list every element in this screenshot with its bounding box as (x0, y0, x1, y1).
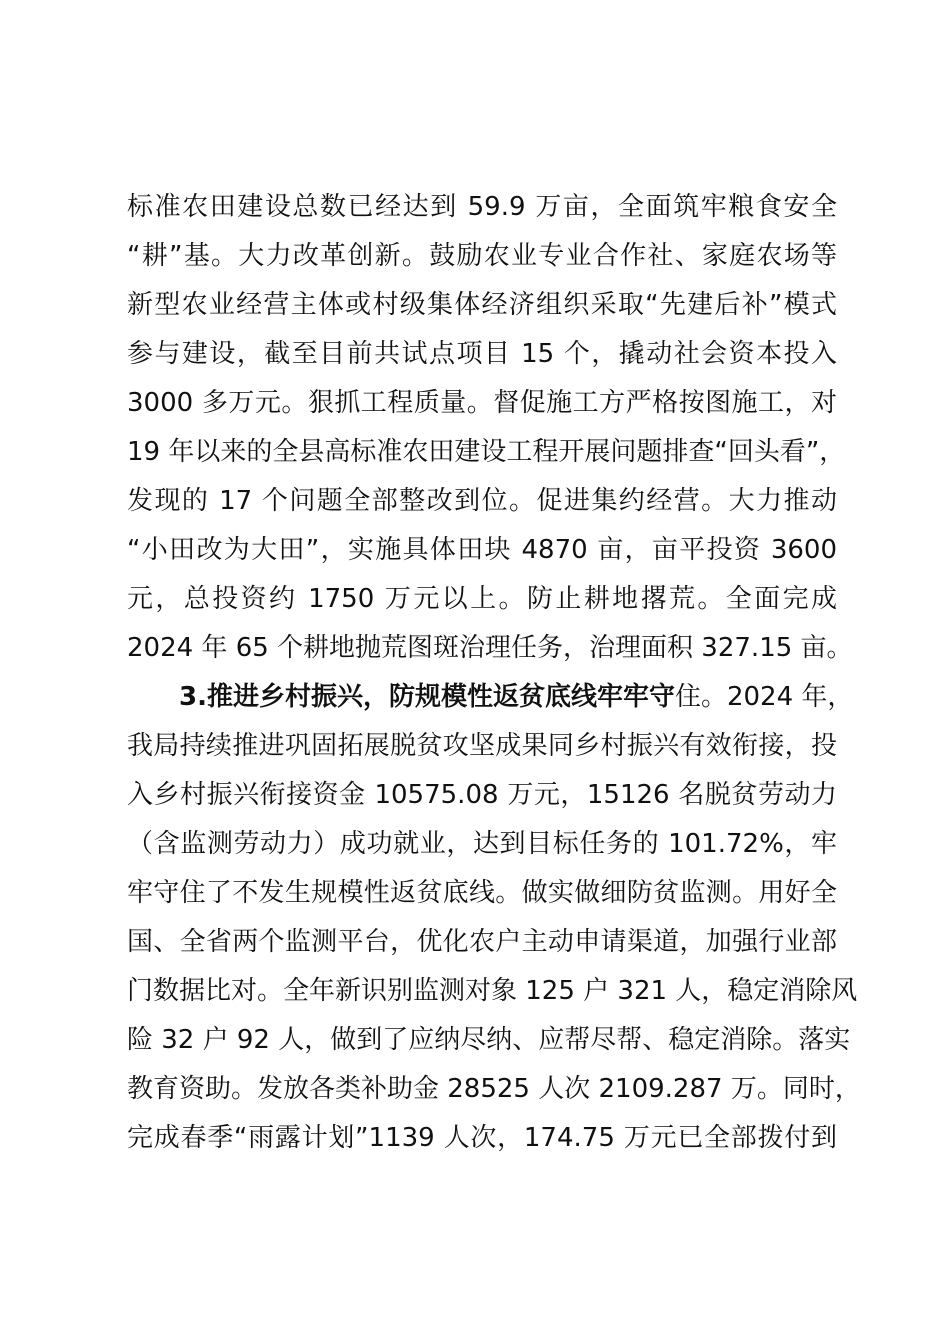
paragraph-line: “小田改为大田”，实施具体田块 4870 亩，亩平投资 3600 (127, 535, 837, 565)
paragraph-line: 标准农田建设总数已经达到 59.9 万亩，全面筑牢粮食安全 (127, 192, 837, 222)
paragraph-line: 我局持续推进巩固拓展脱贫攻坚成果同乡村振兴有效衔接，投 (127, 731, 837, 761)
paragraph-line: 发现的 17 个问题全部整改到位。促进集约经营。大力推动 (127, 486, 837, 516)
section-heading-line (179, 675, 854, 719)
paragraph-line: 2024 年 65 个耕地抛荒图斑治理任务，治理面积 327.15 亩。 (127, 633, 853, 663)
paragraph-line: 入乡村振兴衔接资金 10575.08 万元，15126 名脱贫劳动力 (127, 780, 837, 810)
heading-continuation: 住。2024 年， (674, 682, 854, 712)
section-heading: 3.推进乡村振兴，防规模性返贫底线牢牢守 (179, 682, 675, 712)
paragraph-line: （含监测劳动力）成功就业，达到目标任务的 101.72%，牢 (127, 829, 837, 859)
paragraph-line: 险 32 户 92 人，做到了应纳尽纳、应帮尽帮、稳定消除。落实 (127, 1025, 851, 1055)
paragraph-line: 门数据比对。全年新识别监测对象 125 户 321 人，稳定消除风 (127, 976, 858, 1006)
paragraph-line: 元，总投资约 1750 万元以上。防止耕地撂荒。全面完成 (127, 584, 837, 614)
paragraph-line: 参与建设，截至目前共试点项目 15 个，撬动社会资本投入 (127, 339, 837, 369)
paragraph-line: “耕”基。大力改革创新。鼓励农业专业合作社、家庭农场等 (127, 241, 837, 271)
paragraph-line: 19 年以来的全县高标准农田建设工程开展问题排查“回头看”， (127, 437, 846, 467)
paragraph-line: 新型农业经营主体或村级集体经济组织采取“先建后补”模式 (127, 290, 837, 320)
paragraph-line: 牢守住了不发生规模性返贫底线。做实做细防贫监测。用好全 (127, 878, 837, 908)
paragraph-line: 教育资助。发放各类补助金 28525 人次 2109.287 万。同时， (127, 1074, 861, 1104)
paragraph-line: 完成春季“雨露计划”1139 人次，174.75 万元已全部拨付到 (127, 1123, 837, 1153)
paragraph-line: 国、全省两个监测平台，优化农户主动申请渠道，加强行业部 (127, 927, 837, 957)
paragraph-line: 3000 多万元。狠抓工程质量。督促施工方严格按图施工，对 (127, 388, 837, 418)
